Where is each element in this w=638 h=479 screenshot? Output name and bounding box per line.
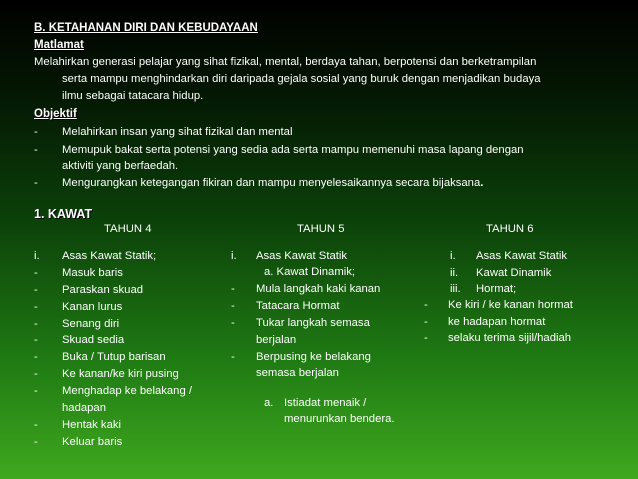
tahun4-items — [34, 248, 192, 451]
tahun5-text: Mula langkah kaki kanan — [256, 283, 381, 295]
tahun6-items — [424, 297, 573, 347]
tahun4-item — [34, 400, 192, 417]
tahun4-text: Paraskan skuad — [62, 283, 144, 296]
tahun4-marker: i. — [34, 250, 40, 262]
objektif-item-2-line-1: Memupuk bakat serta potensi yang sedia ada serta mampu memenuhi masa lapang dengan — [62, 144, 524, 156]
tahun6-item — [424, 297, 573, 314]
tahun4-marker: - — [34, 385, 38, 398]
tahun5-r1-text: Asas Kawat Statik — [256, 250, 348, 262]
tahun4-marker: - — [34, 418, 38, 431]
objektif-item-1: Melahirkan insan yang sihat fizikal dan mental — [62, 126, 293, 138]
tahun5-extra-line-2: menurunkan bendera. — [284, 413, 395, 425]
tahun4-text: Keluar baris — [62, 435, 123, 448]
matlamat-heading: Matlamat — [34, 39, 84, 51]
tahun4-marker: - — [34, 300, 38, 313]
tahun5-item — [231, 365, 380, 382]
tahun6-roman-text: Asas Kawat Statik — [476, 250, 568, 262]
tahun6-roman-marker: ii. — [450, 266, 459, 279]
tahun6-roman-text: Kawat Dinamik — [476, 266, 552, 279]
tahun4-text: Skuad sedia — [62, 334, 125, 347]
tahun4-text: Kanan lurus — [62, 300, 123, 313]
tahun5-item — [231, 332, 380, 349]
tahun4-text: hadapan — [62, 402, 106, 415]
tahun4-item — [34, 383, 192, 400]
tahun4-item — [34, 366, 192, 383]
tahun5-list — [231, 281, 380, 382]
objektif-item-3-text: Mengurangkan ketegangan fikiran dan mampu menyelesaikannya secara bijaksana — [62, 177, 481, 189]
tahun6-label: TAHUN 6 — [486, 223, 534, 235]
tahun4-marker: - — [34, 351, 38, 364]
tahun5-text: semasa berjalan — [256, 367, 339, 380]
tahun5-marker: - — [231, 283, 235, 295]
objektif-marker: - — [34, 177, 38, 189]
tahun5-marker: - — [231, 316, 235, 329]
tahun5-item — [231, 281, 380, 298]
section-title: B. KETAHANAN DIRI DAN KEBUDAYAAN — [34, 22, 258, 34]
tahun5-extra-marker: a. — [264, 397, 274, 409]
tahun5-item — [231, 349, 380, 366]
tahun5-items — [231, 281, 380, 382]
tahun4-item — [34, 332, 192, 349]
tahun6-text: ke hadapan hormat — [448, 315, 546, 328]
tahun4-item — [34, 248, 192, 265]
matlamat-line-3: ilmu sebagai tatacara hidup. — [62, 90, 204, 102]
tahun4-text: Buka / Tutup barisan — [62, 351, 166, 364]
matlamat-line-1: Melahirkan generasi pelajar yang sihat fizikal, mental, berdaya tahan, berpotensi dan berketrampilan — [34, 56, 537, 68]
tahun6-text: selaku terima sijil/hadiah — [448, 332, 572, 344]
tahun4-item — [34, 282, 192, 299]
tahun5-item — [231, 298, 380, 315]
matlamat-line-2: serta mampu menghindarkan diri daripada gejala sosial yang buruk dengan menjadikan budaya — [62, 73, 541, 85]
tahun5-text: berjalan — [256, 333, 297, 346]
tahun4-item — [34, 434, 192, 451]
tahun6-marker: - — [424, 315, 428, 328]
tahun6-roman-item — [450, 281, 567, 298]
tahun4-marker: - — [34, 435, 38, 448]
tahun5-marker: - — [231, 350, 235, 363]
kawat-heading: 1. KAWAT — [34, 207, 93, 221]
tahun5-text: Tukar langkah semasa — [256, 316, 370, 329]
tahun4-item — [34, 265, 192, 282]
objektif-heading: Objektif — [34, 108, 77, 120]
tahun4-item — [34, 349, 192, 366]
tahun4-marker: - — [34, 266, 38, 279]
tahun5-text: Berpusing ke belakang — [256, 350, 371, 363]
tahun4-marker: - — [34, 283, 38, 296]
tahun4-text: Masuk baris — [62, 266, 123, 279]
tahun6-marker: - — [424, 299, 428, 311]
tahun6-roman-item — [450, 248, 567, 265]
tahun5-marker: - — [231, 299, 235, 312]
tahun4-marker: - — [34, 317, 38, 330]
tahun4-text: Ke kanan/ke kiri pusing — [62, 368, 179, 381]
tahun4-item — [34, 417, 192, 434]
objektif-marker: - — [34, 144, 38, 156]
objektif-item-3-suffix: . — [480, 177, 484, 189]
tahun6-roman-list — [450, 248, 567, 298]
tahun4-marker: - — [34, 334, 38, 347]
tahun4-item — [34, 299, 192, 316]
tahun4-marker: - — [34, 368, 38, 381]
tahun4-text: Hentak kaki — [62, 418, 122, 431]
tahun4-text: Menghadap ke belakang / — [62, 385, 193, 398]
tahun4-text: Asas Kawat Statik; — [62, 250, 157, 262]
tahun4-list — [34, 248, 192, 451]
objektif-marker: - — [34, 126, 38, 138]
tahun5-r2-text: a. Kawat Dinamik; — [264, 266, 356, 278]
tahun6-item — [424, 330, 573, 347]
tahun6-marker: - — [424, 332, 428, 344]
tahun6-list — [424, 297, 573, 347]
tahun5-text: Tatacara Hormat — [256, 299, 340, 312]
objektif-item-3 — [62, 175, 483, 191]
objektif-item-2-line-2: aktiviti yang berfaedah. — [62, 160, 179, 172]
tahun6-roman-marker: i. — [450, 250, 456, 262]
tahun5-item — [231, 315, 380, 332]
tahun5-extra-line-1: Istiadat menaik / — [284, 397, 367, 409]
tahun4-label: TAHUN 4 — [104, 223, 152, 235]
tahun4-text: Senang diri — [62, 317, 120, 330]
tahun5-label: TAHUN 5 — [297, 223, 345, 235]
tahun6-roman-marker: iii. — [450, 283, 461, 295]
tahun6-text: Ke kiri / ke kanan hormat — [448, 299, 573, 311]
tahun6-roman-item — [450, 265, 567, 282]
tahun5-r1-marker: i. — [231, 250, 237, 262]
tahun6-item — [424, 314, 573, 331]
tahun6-roman-text: Hormat; — [476, 283, 517, 295]
tahun6-roman-items — [450, 248, 567, 298]
tahun4-item — [34, 316, 192, 333]
